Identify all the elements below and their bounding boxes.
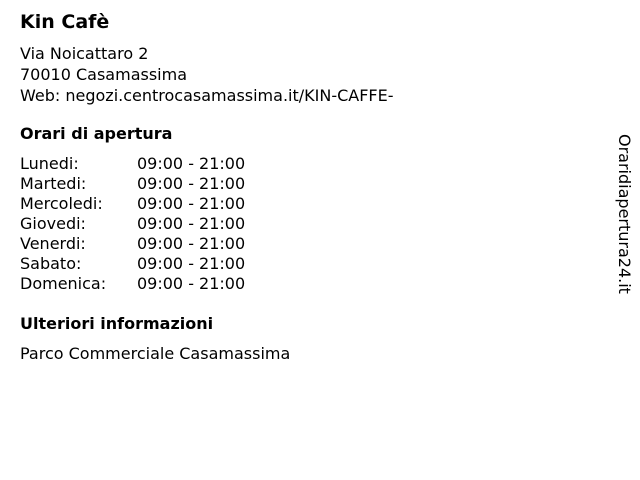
hours-time: 09:00 - 21:00	[137, 214, 246, 233]
hours-time: 09:00 - 21:00	[137, 154, 246, 173]
hours-day: Sabato:	[20, 254, 82, 273]
brand-watermark: Oraridiapertura24.it	[615, 134, 634, 294]
hours-row-friday	[20, 234, 245, 254]
hours-time: 09:00 - 21:00	[137, 274, 246, 293]
hours-row-saturday	[20, 254, 245, 274]
hours-day: Venerdi:	[20, 234, 86, 253]
additional-info-heading: Ulteriori informazioni	[20, 314, 214, 333]
address-city: 70010 Casamassima	[20, 65, 187, 84]
hours-time: 09:00 - 21:00	[137, 174, 246, 193]
address-street: Via Noicattaro 2	[20, 44, 149, 63]
hours-day: Lunedi:	[20, 154, 79, 173]
hours-day: Martedi:	[20, 174, 87, 193]
website-link[interactable]: negozi.centrocasamassima.it/KIN-CAFFE-	[65, 86, 394, 105]
additional-info-text: Parco Commerciale Casamassima	[20, 344, 291, 363]
website-label: Web:	[20, 86, 61, 105]
hours-time: 09:00 - 21:00	[137, 234, 246, 253]
hours-row-monday	[20, 154, 245, 174]
hours-day: Giovedi:	[20, 214, 86, 233]
address-block	[20, 43, 394, 106]
hours-row-tuesday	[20, 174, 245, 194]
business-name: Kin Cafè	[20, 11, 110, 33]
hours-day: Domenica:	[20, 274, 107, 293]
hours-time: 09:00 - 21:00	[137, 254, 246, 273]
hours-row-wednesday	[20, 194, 245, 214]
hours-time: 09:00 - 21:00	[137, 194, 246, 213]
website-row	[20, 85, 394, 106]
opening-hours-table	[20, 154, 245, 294]
hours-row-thursday	[20, 214, 245, 234]
opening-hours-heading: Orari di apertura	[20, 124, 173, 143]
hours-day: Mercoledi:	[20, 194, 103, 213]
hours-row-sunday	[20, 274, 245, 294]
